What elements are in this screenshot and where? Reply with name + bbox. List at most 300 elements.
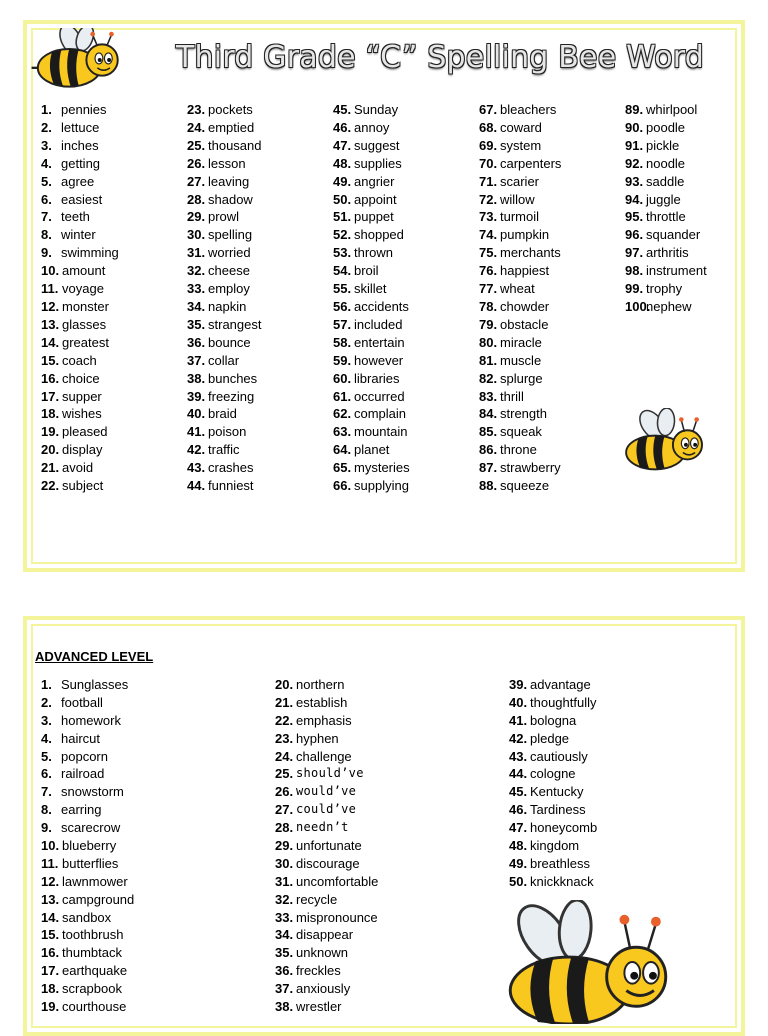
word-number: 34.: [187, 298, 206, 314]
word-text: getting: [61, 155, 101, 171]
word-number: 85.: [479, 424, 498, 440]
word-number: 13.: [41, 891, 60, 907]
word-text: advantage: [530, 677, 591, 692]
word-number: 41.: [187, 424, 206, 440]
word-text: poison: [208, 424, 247, 440]
word-text: mysteries: [354, 460, 410, 476]
word-text: miracle: [500, 334, 542, 350]
word-text: challenge: [296, 748, 352, 764]
word-number: 98.: [625, 263, 644, 279]
word-text: Kentucky: [530, 784, 584, 800]
word-text: thrill: [500, 388, 524, 404]
word-number: 77.: [479, 281, 498, 297]
word-text: lawnmower: [62, 873, 128, 889]
word-number: 19.: [41, 999, 60, 1015]
word-number: 49.: [333, 173, 352, 189]
word-text: muscle: [500, 352, 542, 368]
word-number: 8.: [41, 802, 52, 818]
word-text: angrier: [354, 173, 395, 189]
word-number: 64.: [333, 442, 352, 458]
word-text: shadow: [208, 191, 253, 207]
word-text: haircut: [61, 730, 101, 746]
word-text: lettuce: [61, 119, 100, 135]
word-text: amount: [62, 263, 106, 279]
word-number: 50.: [333, 191, 352, 207]
word-text: knickknack: [530, 873, 594, 889]
word-text: entertain: [354, 334, 405, 350]
word-text: puppet: [354, 209, 394, 225]
word-number: 96.: [625, 227, 644, 243]
word-number: 36.: [187, 334, 206, 350]
word-number: 11.: [41, 281, 59, 297]
word-text: trophy: [646, 281, 683, 297]
word-text: appoint: [354, 191, 397, 207]
word-text: breathless: [530, 855, 590, 871]
word-text: homework: [61, 712, 121, 728]
word-number: 8.: [41, 227, 52, 243]
word-number: 78.: [479, 298, 498, 314]
word-text: freezing: [208, 388, 255, 404]
word-number: 82.: [479, 370, 498, 386]
word-number: 18.: [41, 981, 60, 997]
word-text: recycle: [296, 891, 338, 907]
word-number: 48.: [333, 155, 352, 171]
word-text: teeth: [61, 209, 90, 225]
word-text: bleachers: [500, 102, 557, 117]
bee-icon: [30, 28, 124, 92]
word-number: 92.: [625, 155, 644, 171]
word-number: 52.: [333, 227, 352, 243]
word-text: juggle: [646, 191, 681, 207]
word-text: occurred: [354, 388, 405, 404]
word-number: 80.: [479, 334, 498, 350]
word-text: sandbox: [62, 909, 112, 925]
word-text: funniest: [208, 478, 254, 494]
word-number: 86.: [479, 442, 498, 458]
word-number: 56.: [333, 298, 352, 314]
word-text: would’ve: [296, 784, 357, 799]
word-number: 17.: [41, 963, 60, 979]
word-text: bounce: [208, 334, 251, 350]
word-text: coward: [500, 119, 542, 135]
word-number: 38.: [275, 999, 294, 1015]
word-text: display: [62, 442, 103, 458]
word-text: napkin: [208, 298, 247, 314]
word-text: obstacle: [500, 316, 549, 332]
word-number: 42.: [187, 442, 206, 458]
word-text: splurge: [500, 370, 543, 386]
word-number: 10.: [41, 263, 60, 279]
word-text: inches: [61, 137, 99, 153]
word-number: 7.: [41, 784, 52, 800]
word-text: spelling: [208, 227, 253, 243]
word-number: 72.: [479, 191, 498, 207]
word-text: instrument: [646, 263, 707, 279]
word-text: braid: [208, 406, 237, 422]
word-text: prowl: [208, 209, 240, 225]
word-number: 59.: [333, 352, 352, 368]
word-text: football: [61, 694, 103, 710]
word-text: wheat: [500, 281, 535, 297]
word-text: supplies: [354, 155, 402, 171]
word-number: 5.: [41, 748, 52, 764]
word-number: 2.: [41, 694, 52, 710]
word-number: 41.: [509, 712, 528, 728]
word-text: unfortunate: [296, 838, 362, 854]
word-number: 70.: [479, 155, 498, 171]
word-number: 2.: [41, 119, 52, 135]
word-number: 28.: [275, 820, 294, 836]
word-text: traffic: [208, 442, 240, 458]
word-text: coach: [62, 352, 97, 368]
word-text: thrown: [354, 245, 394, 261]
word-text: subject: [62, 478, 104, 494]
word-text: pickle: [646, 137, 680, 153]
word-text: disappear: [296, 927, 354, 943]
word-text: campground: [62, 891, 135, 907]
word-text: blueberry: [62, 838, 117, 854]
word-number: 45.: [509, 784, 528, 800]
word-number: 50.: [509, 873, 528, 889]
word-number: 3.: [41, 137, 52, 153]
word-number: 15.: [41, 927, 60, 943]
word-text: emptied: [208, 119, 255, 135]
word-text: mountain: [354, 424, 408, 440]
word-number: 39.: [509, 677, 528, 692]
word-number: 25.: [187, 137, 206, 153]
word-text: skillet: [354, 281, 387, 297]
word-text: greatest: [62, 334, 109, 350]
word-number: 94.: [625, 191, 644, 207]
word-number: 46.: [333, 119, 352, 135]
word-number: 32.: [187, 263, 206, 279]
word-text: thoughtfully: [530, 694, 597, 710]
word-text: however: [354, 352, 404, 368]
word-text: strawberry: [500, 460, 561, 476]
word-number: 21.: [275, 694, 294, 710]
word-text: agree: [61, 173, 95, 189]
word-text: bunches: [208, 370, 258, 386]
word-text: uncomfortable: [296, 873, 379, 889]
word-text: Sunday: [354, 102, 399, 117]
word-text: hyphen: [296, 730, 339, 746]
word-number: 100.: [625, 298, 651, 314]
word-number: 74.: [479, 227, 498, 243]
word-text: cautiously: [530, 748, 588, 764]
word-number: 44.: [187, 478, 206, 494]
word-text: suggest: [354, 137, 400, 153]
word-number: 40.: [509, 694, 528, 710]
word-text: crashes: [208, 460, 254, 476]
word-text: snowstorm: [61, 784, 124, 800]
word-number: 23.: [187, 102, 206, 117]
word-number: 35.: [275, 945, 294, 961]
word-text: swimming: [61, 245, 119, 261]
word-text: pleased: [62, 424, 108, 440]
word-text: turmoil: [500, 209, 540, 225]
word-text: earring: [61, 802, 102, 818]
word-number: 22.: [41, 478, 60, 494]
word-number: 81.: [479, 352, 498, 368]
word-number: 19.: [41, 424, 60, 440]
word-text: cheese: [208, 263, 250, 279]
word-number: 17.: [41, 388, 60, 404]
word-text: carpenters: [500, 155, 562, 171]
word-number: 42.: [509, 730, 528, 746]
word-text: pumpkin: [500, 227, 550, 243]
word-text: merchants: [500, 245, 561, 261]
word-number: 7.: [41, 209, 52, 225]
word-number: 12.: [41, 873, 60, 889]
word-text: scarier: [500, 173, 540, 189]
word-number: 14.: [41, 909, 60, 925]
word-number: 38.: [187, 370, 206, 386]
word-number: 4.: [41, 730, 52, 746]
word-text: broil: [354, 263, 379, 279]
word-number: 27.: [187, 173, 206, 189]
word-number: 3.: [41, 712, 52, 728]
word-number: 58.: [333, 334, 352, 350]
word-text: establish: [296, 694, 348, 710]
word-text: supper: [62, 388, 102, 404]
word-text: railroad: [61, 766, 105, 782]
word-text: squeak: [500, 424, 542, 440]
word-text: libraries: [354, 370, 400, 386]
word-text: choice: [62, 370, 100, 386]
word-text: thousand: [208, 137, 262, 153]
word-number: 21.: [41, 460, 60, 476]
word-text: discourage: [296, 855, 360, 871]
word-number: 37.: [187, 352, 206, 368]
word-number: 9.: [41, 245, 52, 261]
word-number: 49.: [509, 855, 528, 871]
word-number: 25.: [275, 766, 294, 782]
word-number: 95.: [625, 209, 644, 225]
word-number: 89.: [625, 102, 644, 117]
word-number: 73.: [479, 209, 498, 225]
word-text: throttle: [646, 209, 686, 225]
word-text: system: [500, 137, 542, 153]
word-number: 4.: [41, 155, 52, 171]
word-number: 90.: [625, 119, 644, 135]
word-text: squander: [646, 227, 701, 243]
word-text: thumbtack: [62, 945, 122, 961]
word-number: 5.: [41, 173, 52, 189]
word-number: 54.: [333, 263, 352, 279]
word-text: willow: [500, 191, 535, 207]
word-number: 45.: [333, 102, 352, 117]
word-number: 13.: [41, 316, 60, 332]
word-number: 29.: [187, 209, 206, 225]
word-number: 26.: [275, 784, 294, 800]
word-number: 44.: [509, 766, 528, 782]
word-number: 47.: [509, 820, 528, 836]
word-number: 61.: [333, 388, 352, 404]
word-text: complain: [354, 406, 407, 422]
word-text: pennies: [61, 102, 107, 117]
word-number: 9.: [41, 820, 52, 836]
word-number: 62.: [333, 406, 352, 422]
word-number: 14.: [41, 334, 60, 350]
word-text: honeycomb: [530, 820, 598, 836]
word-text: throne: [500, 442, 537, 458]
word-number: 97.: [625, 245, 644, 261]
word-number: 48.: [509, 838, 528, 854]
word-text: toothbrush: [62, 927, 124, 943]
word-number: 60.: [333, 370, 352, 386]
word-text: happiest: [500, 263, 550, 279]
bee-icon: [620, 408, 712, 474]
word-text: cologne: [530, 766, 576, 782]
word-number: 75.: [479, 245, 498, 261]
word-text: easiest: [61, 191, 103, 207]
word-text: annoy: [354, 119, 390, 135]
word-number: 1.: [41, 102, 52, 117]
word-number: 93.: [625, 173, 644, 189]
word-number: 67.: [479, 102, 498, 117]
word-number: 29.: [275, 838, 294, 854]
word-text: Tardiness: [530, 802, 586, 818]
word-number: 43.: [509, 748, 528, 764]
word-number: 63.: [333, 424, 352, 440]
word-text: poodle: [646, 119, 686, 135]
word-number: 15.: [41, 352, 60, 368]
word-number: 35.: [187, 316, 206, 332]
word-text: freckles: [296, 963, 341, 979]
word-text: accidents: [354, 298, 409, 314]
word-text: butterflies: [62, 855, 119, 871]
word-text: lesson: [208, 155, 246, 171]
word-number: 68.: [479, 119, 498, 135]
word-number: 51.: [333, 209, 352, 225]
word-number: 66.: [333, 478, 352, 494]
word-number: 34.: [275, 927, 294, 943]
word-number: 65.: [333, 460, 352, 476]
word-text: winter: [61, 227, 96, 243]
word-text: strangest: [208, 316, 262, 332]
word-text: noodle: [646, 155, 686, 171]
word-number: 91.: [625, 137, 644, 153]
word-number: 31.: [187, 245, 206, 261]
word-text: courthouse: [62, 999, 127, 1015]
word-number: 76.: [479, 263, 498, 279]
word-number: 6.: [41, 191, 52, 207]
word-text: wrestler: [296, 999, 342, 1015]
word-text: shopped: [354, 227, 404, 243]
word-text: anxiously: [296, 981, 351, 997]
word-number: 24.: [275, 748, 294, 764]
word-text: included: [354, 316, 403, 332]
word-text: should’ve: [296, 766, 364, 781]
word-number: 31.: [275, 873, 294, 889]
word-text: worried: [208, 245, 251, 261]
word-number: 57.: [333, 316, 352, 332]
word-text: leaving: [208, 173, 250, 189]
word-number: 20.: [275, 677, 294, 692]
word-number: 20.: [41, 442, 60, 458]
word-number: 47.: [333, 137, 352, 153]
word-text: needn’t: [296, 820, 349, 835]
word-text: monster: [62, 298, 109, 314]
word-number: 30.: [275, 855, 294, 871]
word-text: employ: [208, 281, 250, 297]
word-text: saddle: [646, 173, 685, 189]
word-text: avoid: [62, 460, 94, 476]
word-number: 37.: [275, 981, 294, 997]
word-text: pockets: [208, 102, 253, 117]
word-number: 28.: [187, 191, 206, 207]
word-text: unknown: [296, 945, 349, 961]
word-text: wishes: [62, 406, 102, 422]
word-number: 18.: [41, 406, 60, 422]
word-number: 6.: [41, 766, 52, 782]
word-number: 71.: [479, 173, 498, 189]
word-number: 39.: [187, 388, 206, 404]
word-number: 53.: [333, 245, 352, 261]
word-text: could’ve: [296, 802, 357, 817]
word-text: collar: [208, 352, 240, 368]
word-number: 40.: [187, 406, 206, 422]
word-text: glasses: [62, 316, 107, 332]
word-number: 10.: [41, 838, 60, 854]
word-text: voyage: [62, 281, 104, 297]
word-number: 46.: [509, 802, 528, 818]
word-number: 83.: [479, 388, 498, 404]
word-text: Sunglasses: [61, 677, 129, 692]
word-number: 88.: [479, 478, 498, 494]
word-text: pledge: [530, 730, 570, 746]
word-text: strength: [500, 406, 547, 422]
word-text: chowder: [500, 298, 550, 314]
word-number: 69.: [479, 137, 498, 153]
advanced-level-heading: ADVANCED LEVEL: [35, 649, 154, 664]
word-number: 12.: [41, 298, 60, 314]
word-number: 26.: [187, 155, 206, 171]
page-title: Third Grade “C” Spelling Bee Word: [176, 40, 704, 75]
word-text: arthritis: [646, 245, 689, 261]
word-number: 99.: [625, 281, 644, 297]
word-number: 33.: [275, 909, 294, 925]
word-number: 55.: [333, 281, 352, 297]
word-number: 84.: [479, 406, 498, 422]
word-number: 16.: [41, 370, 60, 386]
word-number: 22.: [275, 712, 294, 728]
word-text: earthquake: [62, 963, 128, 979]
word-number: 23.: [275, 730, 294, 746]
word-text: mispronounce: [296, 909, 378, 925]
word-number: 79.: [479, 316, 498, 332]
word-number: 87.: [479, 460, 498, 476]
word-number: 16.: [41, 945, 60, 961]
word-number: 1.: [41, 677, 52, 692]
word-text: whirlpool: [646, 102, 698, 117]
word-number: 30.: [187, 227, 206, 243]
word-text: bologna: [530, 712, 577, 728]
word-number: 33.: [187, 281, 206, 297]
word-text: kingdom: [530, 838, 580, 854]
word-number: 43.: [187, 460, 206, 476]
word-text: northern: [296, 677, 345, 692]
bee-icon: [498, 900, 676, 1024]
word-number: 36.: [275, 963, 294, 979]
word-number: 32.: [275, 891, 294, 907]
word-number: 24.: [187, 119, 206, 135]
word-text: popcorn: [61, 748, 108, 764]
word-text: emphasis: [296, 712, 352, 728]
word-text: supplying: [354, 478, 409, 494]
word-number: 27.: [275, 802, 294, 818]
word-text: squeeze: [500, 478, 550, 494]
